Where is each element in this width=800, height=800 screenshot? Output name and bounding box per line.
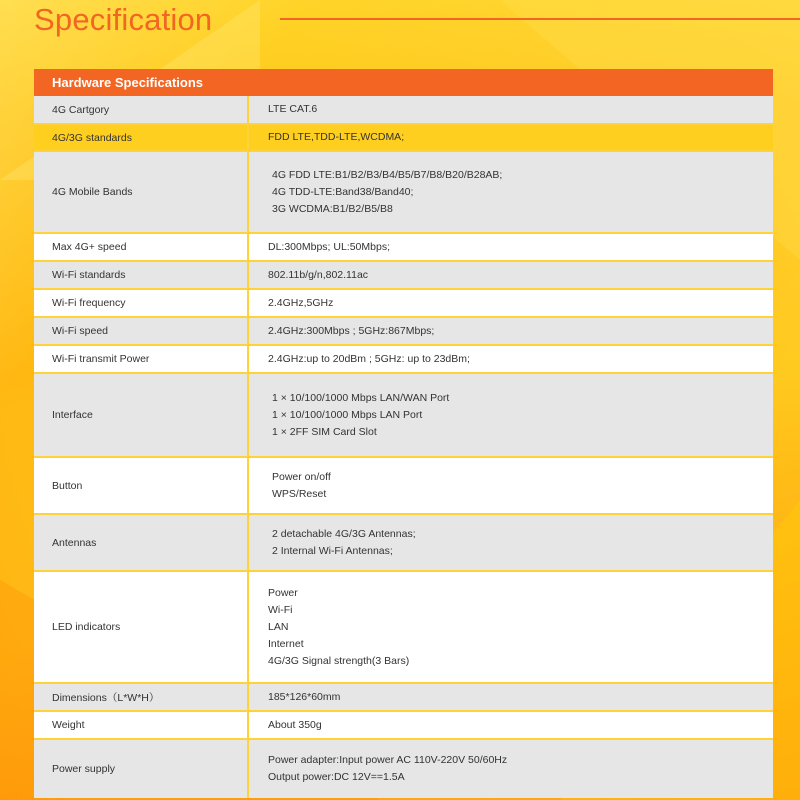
table-row xyxy=(34,152,773,234)
title-divider xyxy=(280,18,800,20)
row-value-line: Internet xyxy=(268,637,304,650)
row-value-line: 3G WCDMA:B1/B2/B5/B8 xyxy=(272,202,393,215)
row-label: Wi-Fi speed xyxy=(34,318,249,344)
table-row xyxy=(34,346,773,374)
row-label: Antennas xyxy=(34,515,249,570)
table-row xyxy=(34,262,773,290)
row-value xyxy=(249,318,773,344)
table-row xyxy=(34,712,773,740)
table-row xyxy=(34,234,773,262)
row-value-line: LAN xyxy=(268,620,289,633)
row-label: 4G Mobile Bands xyxy=(34,152,249,232)
row-value-line: 1 × 10/100/1000 Mbps LAN Port xyxy=(272,408,423,421)
row-value-line: Power xyxy=(268,586,298,599)
row-value-line: 185*126*60mm xyxy=(268,690,341,703)
row-value-line: 4G FDD LTE:B1/B2/B3/B4/B5/B7/B8/B20/B28AB; xyxy=(272,168,503,181)
row-value xyxy=(249,515,773,570)
row-value-line: 2.4GHz:up to 20dBm ; 5GHz: up to 23dBm; xyxy=(268,352,470,365)
row-value-line: 802.11b/g/n,802.11ac xyxy=(268,268,369,281)
row-value-line: 2.4GHz,5GHz xyxy=(268,296,334,309)
row-value-line: Wi-Fi xyxy=(268,603,293,616)
table-row xyxy=(34,515,773,572)
row-label: Weight xyxy=(34,712,249,738)
row-value xyxy=(249,374,773,456)
row-value xyxy=(249,290,773,316)
row-value xyxy=(249,684,773,710)
row-value-line: Output power:DC 12V==1.5A xyxy=(268,771,405,783)
row-label: Button xyxy=(34,458,249,513)
row-value xyxy=(249,346,773,372)
table-header: Hardware Specifications xyxy=(34,69,773,96)
row-value-line: About 350g xyxy=(268,718,322,731)
row-label: 4G/3G standards xyxy=(34,125,249,150)
row-label: LED indicators xyxy=(34,572,249,682)
row-value xyxy=(249,262,773,288)
table-row xyxy=(34,125,773,152)
row-value xyxy=(249,572,773,682)
row-value xyxy=(249,712,773,738)
row-value xyxy=(249,152,773,232)
row-value-line: Power on/off xyxy=(272,470,331,483)
row-label: 4G Cartgory xyxy=(34,96,249,123)
row-value-line: LTE CAT.6 xyxy=(268,103,318,115)
page-title: Specification xyxy=(34,2,213,37)
table-row xyxy=(34,458,773,515)
row-label: Dimensions（L*W*H） xyxy=(34,684,249,710)
row-value-line: 2 Internal Wi-Fi Antennas; xyxy=(272,544,393,557)
row-value-line: WPS/Reset xyxy=(272,487,327,500)
row-value-line: 4G/3G Signal strength(3 Bars) xyxy=(268,654,410,667)
row-label: Wi-Fi standards xyxy=(34,262,249,288)
row-value-line: Power adapter:Input power AC 110V-220V 50/60Hz xyxy=(268,754,508,766)
row-label: Max 4G+ speed xyxy=(34,234,249,260)
row-value-line: 1 × 10/100/1000 Mbps LAN/WAN Port xyxy=(272,391,450,404)
row-value-line: FDD LTE,TDD-LTE,WCDMA; xyxy=(268,131,405,143)
spec-table xyxy=(34,69,773,798)
table-row xyxy=(34,374,773,458)
row-value xyxy=(249,458,773,513)
table-row xyxy=(34,318,773,346)
row-value-line: 1 × 2FF SIM Card Slot xyxy=(272,425,377,438)
row-value-line: 2 detachable 4G/3G Antennas; xyxy=(272,527,416,540)
row-value xyxy=(249,740,773,798)
table-row xyxy=(34,684,773,712)
row-label: Wi-Fi transmit Power xyxy=(34,346,249,372)
table-row xyxy=(34,740,773,798)
row-value-line: 2.4GHz:300Mbps ; 5GHz:867Mbps; xyxy=(268,324,435,337)
table-row xyxy=(34,96,773,125)
row-value xyxy=(249,234,773,260)
row-value xyxy=(249,125,773,150)
table-row xyxy=(34,290,773,318)
row-value-line: 4G TDD-LTE:Band38/Band40; xyxy=(272,185,414,198)
row-label: Wi-Fi frequency xyxy=(34,290,249,316)
row-value-line: DL:300Mbps; UL:50Mbps; xyxy=(268,240,390,253)
row-label: Interface xyxy=(34,374,249,456)
table-row xyxy=(34,572,773,684)
row-value xyxy=(249,96,773,123)
row-label: Power supply xyxy=(34,740,249,798)
